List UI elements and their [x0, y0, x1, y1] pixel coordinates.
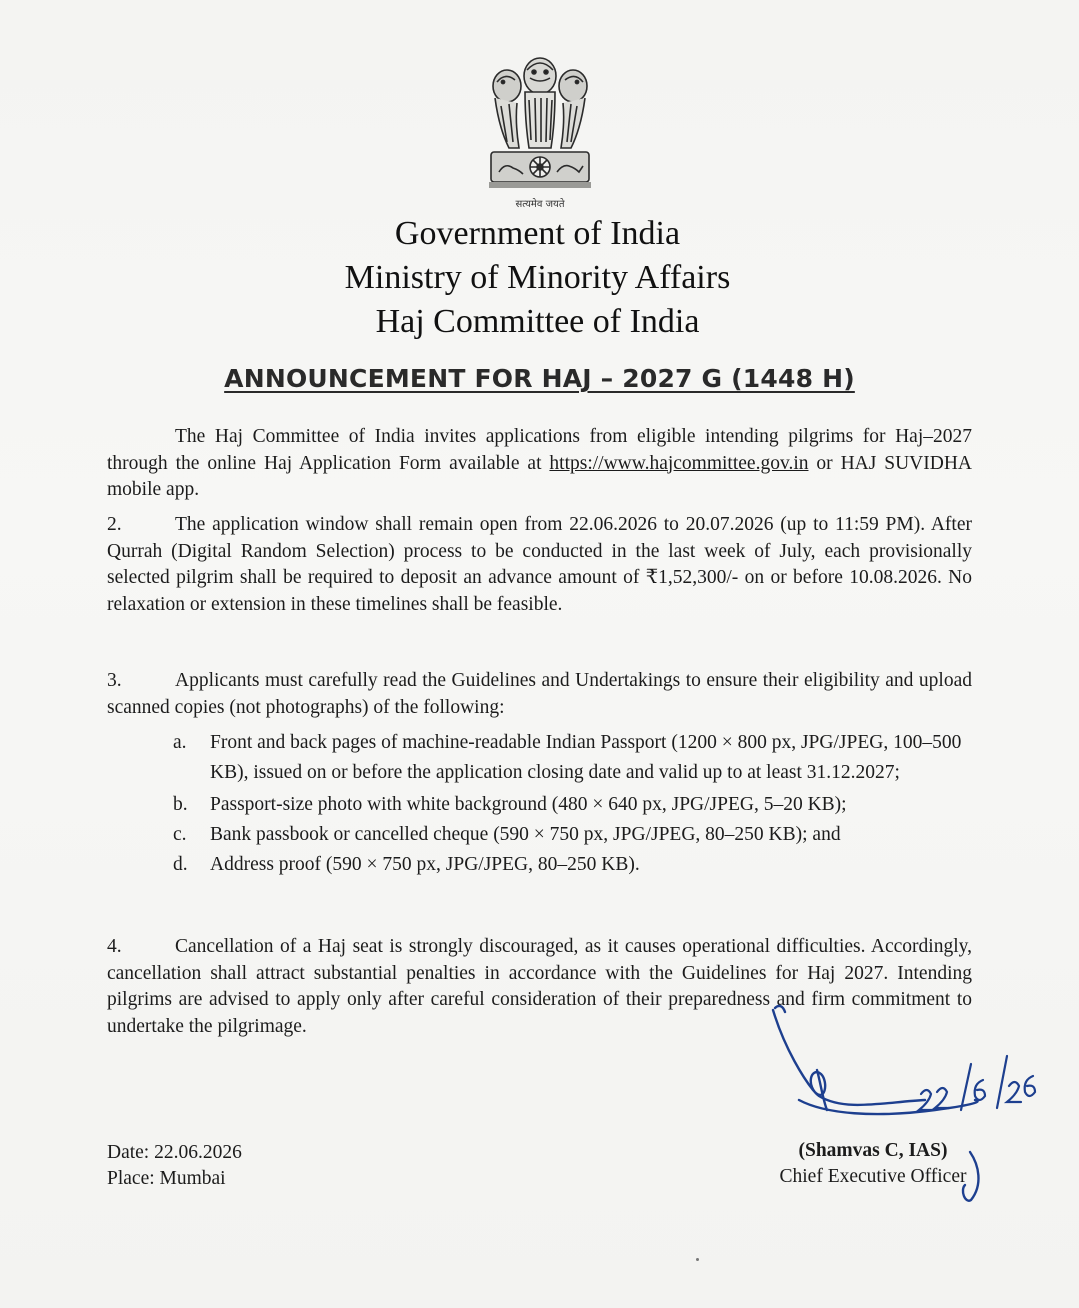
announcement-title-text: ANNOUNCEMENT FOR HAJ – 2027 G (1448 H) [224, 364, 855, 393]
paragraph-2-number: 2. [107, 514, 122, 535]
list-item-text: Front and back pages of machine-readable Indian Passport (1200 × 800 px, JPG/JPEG, 100–500 KB), issued on or before the application closing date and valid up to at least 31.12.2027; [210, 732, 962, 783]
signatory-name: (Shamvas C, IAS) [798, 1140, 948, 1161]
header-ministry: Ministry of Minority Affairs [344, 259, 731, 296]
announcement-title [0, 364, 1079, 393]
list-item-text: Bank passbook or cancelled cheque (590 × 750 px, JPG/JPEG, 80–250 KB); and [210, 824, 841, 845]
list-item [173, 728, 973, 788]
list-item [173, 850, 973, 880]
paragraph-3-number: 3. [107, 670, 122, 691]
paper-speck [696, 1258, 699, 1261]
footer-date: Date: 22.06.2026 [107, 1142, 242, 1163]
paragraph-4-text: Cancellation of a Haj seat is strongly discouraged, as it causes operational difficulties. Accordingly, cancellation shall attract substantial penalties in accordance with the Guidelines for Haj 2027. Intending pilgrims are advised to apply only after careful consideration of their preparedness and firm commitment to undertake the pilgrimage. [107, 936, 972, 1037]
signatory-block [768, 1138, 978, 1190]
footer-place: Place: Mumbai [107, 1168, 226, 1189]
document-list [173, 728, 973, 880]
list-item-letter: b. [173, 794, 188, 815]
haj-committee-link[interactable]: https://www.hajcommittee.gov.in [549, 452, 809, 474]
ashoka-emblem-icon [485, 48, 595, 198]
paragraph-3 [107, 668, 972, 721]
paragraph-2 [107, 512, 972, 618]
header-government: Government of India [394, 215, 681, 252]
list-item [173, 790, 973, 820]
paragraph-1-text-end: or HAJ SUVIDHA mobile app. [107, 452, 972, 500]
footer-date-place [107, 1140, 242, 1192]
list-item-letter: d. [173, 854, 188, 875]
header-committee: Haj Committee of India [375, 303, 700, 340]
paragraph-4-number: 4. [107, 936, 122, 957]
list-item-text: Passport-size photo with white background (480 × 640 px, JPG/JPEG, 5–20 KB); [210, 794, 847, 815]
list-item-letter: c. [173, 824, 187, 845]
paragraph-2-text: The application window shall remain open from 22.06.2026 to 20.07.2026 (up to 11:59 PM). After Qurrah (Digital Random Selection) process to be conducted in the last week of July, each provisionally selected pilgrim shall be required to deposit an advance amount of ₹1,52,300/- on or before 10.08.2026. No relaxation or extension in these timelines shall be feasible. [107, 514, 972, 615]
list-item-text: Address proof (590 × 750 px, JPG/JPEG, 80–250 KB). [210, 854, 640, 875]
paragraph-1-text: The Haj Committee of India invites applications from eligible intending pilgrims for Haj–2027 through the online Haj Application Form available at [107, 426, 972, 474]
paragraph-3-text: Applicants must carefully read the Guidelines and Undertakings to ensure their eligibility and upload scanned copies (not photographs) of the following: [107, 670, 972, 718]
emblem-motto: सत्यमेव जयते [515, 199, 565, 210]
signatory-title: Chief Executive Officer [779, 1166, 967, 1187]
list-item [173, 820, 973, 850]
paragraph-1 [107, 424, 972, 504]
list-item-letter: a. [173, 732, 187, 753]
